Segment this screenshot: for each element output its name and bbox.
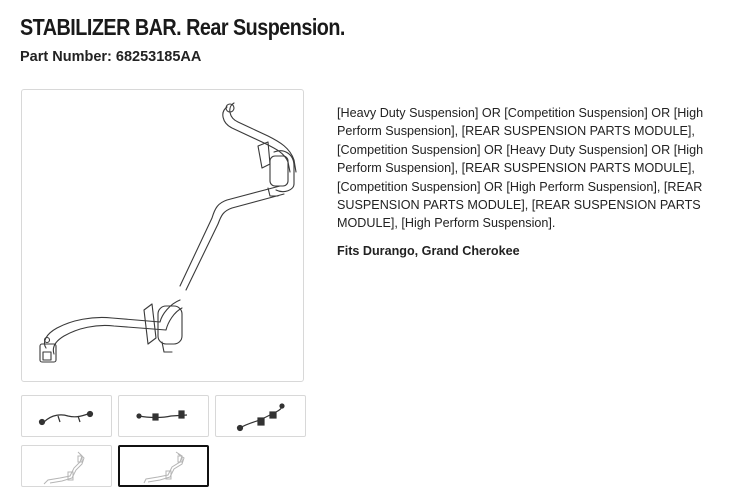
part-number: Part Number: 68253185AA: [20, 49, 202, 65]
main-product-image[interactable]: [21, 89, 304, 382]
product-description: [Heavy Duty Suspension] OR [Competition Suspension] OR [High Perform Suspension], [REAR SUSPENSION PARTS MODULE], [Competition Suspension] OR [Heavy Duty Suspension] OR [High Perform Suspension], [REAR SUSPENSION PARTS MODULE], [Competition Suspension] OR [High Perform Suspension], [REAR SUSPENSION PARTS MODULE], [REAR SUSPENSION PARTS MODULE], [High Perform Suspension].: [337, 106, 704, 231]
fitment-text: Fits Durango, Grand Cherokee: [337, 244, 520, 258]
thumbnail-bar-diagram-a: [22, 446, 113, 488]
thumbnail-2[interactable]: [118, 395, 209, 437]
thumbnail-5[interactable]: [118, 445, 209, 487]
product-title: STABILIZER BAR. Rear Suspension.: [20, 14, 345, 40]
thumbnail-bar-side-view: [22, 396, 113, 438]
thumbnail-bar-top-view: [119, 396, 210, 438]
thumbnail-bar-diagram-b: [120, 447, 211, 489]
thumbnail-3[interactable]: [215, 395, 306, 437]
thumbnail-4[interactable]: [21, 445, 112, 487]
stabilizer-bar-diagram: [22, 90, 305, 383]
thumbnail-1[interactable]: [21, 395, 112, 437]
thumbnail-bar-angle-view: [216, 396, 307, 438]
